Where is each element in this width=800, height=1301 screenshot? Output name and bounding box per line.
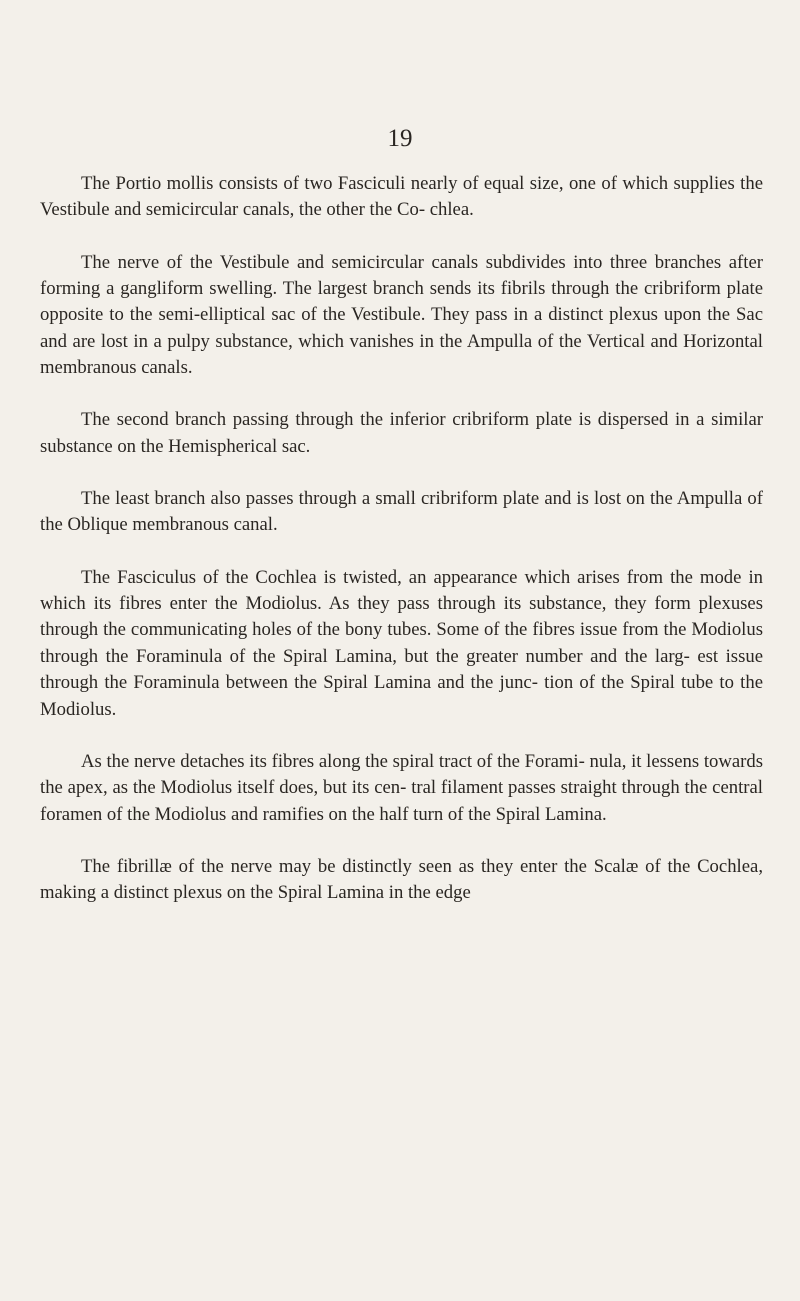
paragraph-least-branch: The least branch also passes through a small cribriform plate and is lost on the Ampulla of the Oblique membranous canal. (40, 488, 763, 536)
paragraph-spiral-tract: As the nerve detaches its fibres along the spiral tract of the Forami- nula, it lessens towards the apex, as the Modiolus itself does, but its cen- tral filament passes straight through the central foramen of the Modiolus and ramifies on the half turn of the Spiral Lamina. (40, 750, 763, 825)
paragraph-second-branch: The second branch passing through the inferior cribriform plate is dispersed in a similar substance on the Hemispherical sac. (40, 409, 763, 457)
paragraph-fibrillae: The fibrillæ of the nerve may be distinctly seen as they enter the Scalæ of the Cochlea, making a distinct plexus on the Spiral Lamina in the edge (40, 855, 763, 904)
paragraph-portio-mollis: The Portio mollis consists of two Fasciculi nearly of equal size, one of which supplies the Vestibule and semicircular canals, the other the Co- chlea. (40, 173, 763, 221)
page-number: 19 (387, 125, 413, 152)
paragraph-fasciculus-cochlea: The Fasciculus of the Cochlea is twisted, an appearance which arises from the mode in which its fibres enter the Modiolus. As they pass through its substance, they form plexuses through the communicating holes of the bony tubes. Some of the fibres issue from the Modiolus through the Foraminula of the Spiral Lamina, but the greater number and the larg- est issue through the Foraminula between the Spiral Lamina and the junc- tion of the Spiral tube to the Modiolus. (40, 566, 763, 720)
paragraph-vestibule-nerve: The nerve of the Vestibule and semicircular canals subdivides into three branches after forming a gangliform swelling. The largest branch sends its fibrils through the cribriform plate opposite to the semi-elliptical sac of the Vestibule. They pass in a distinct plexus upon the Sac and are lost in a pulpy substance, which vanishes in the Ampulla of the Vertical and Horizontal membranous canals. (40, 251, 763, 379)
body-text (40, 171, 763, 907)
